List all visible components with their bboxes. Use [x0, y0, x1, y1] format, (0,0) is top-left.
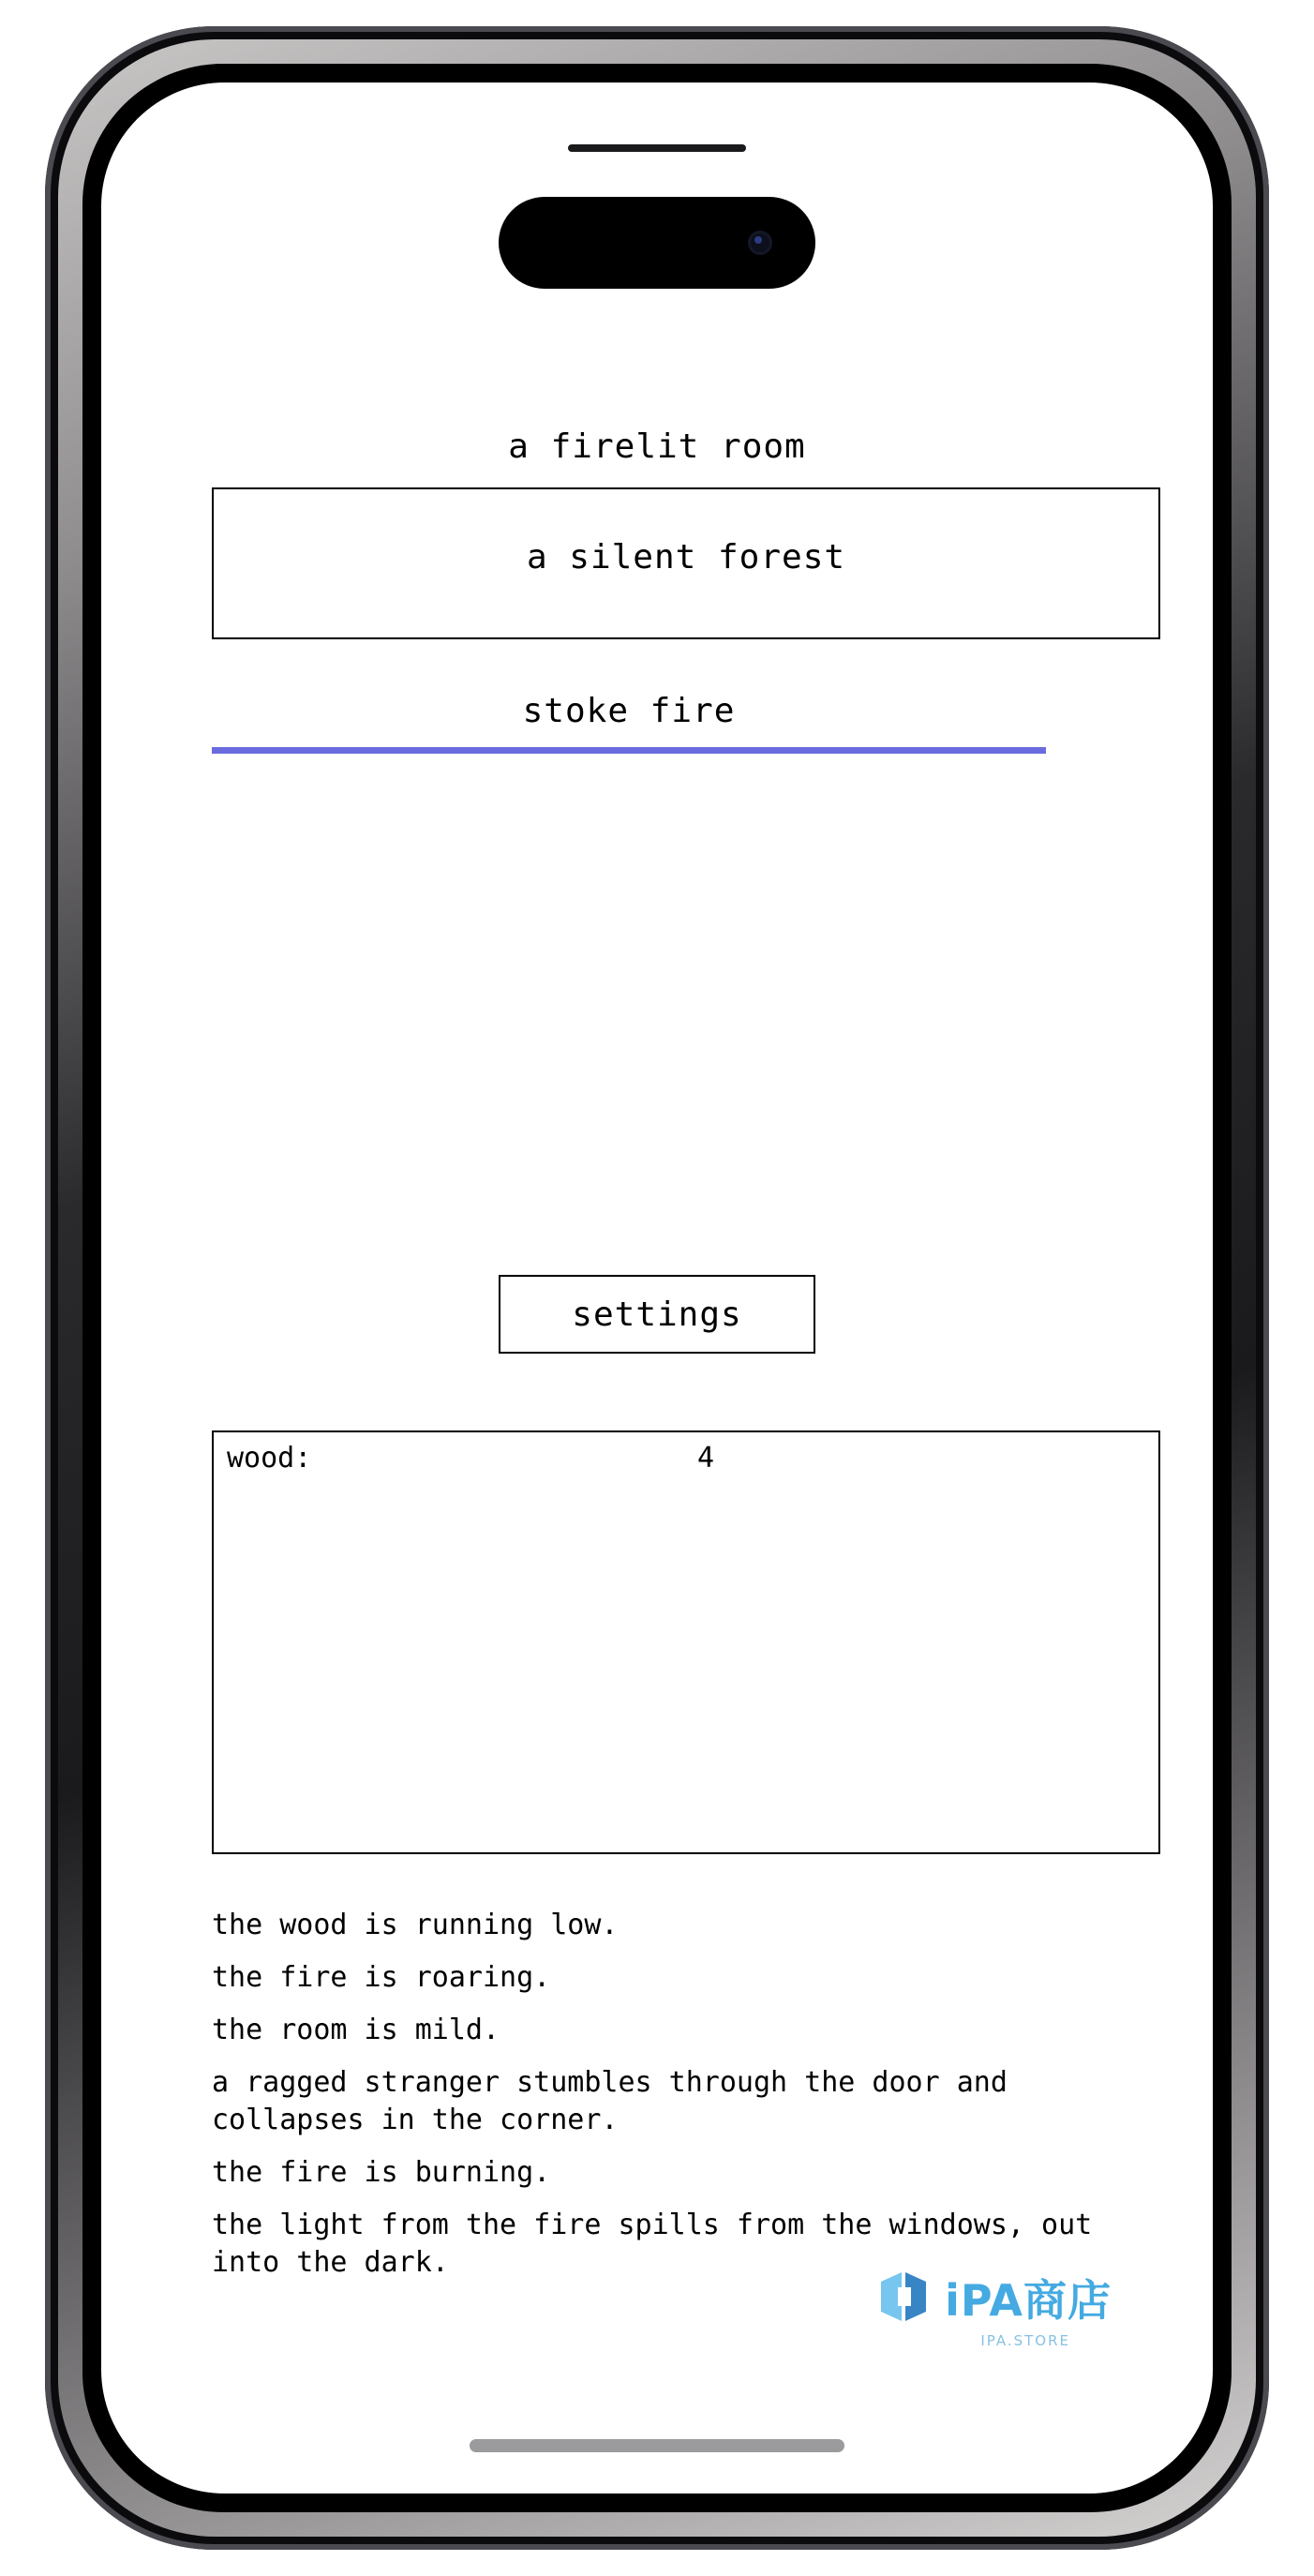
location-tab-panel[interactable]: [212, 487, 1160, 639]
stoke-fire-button[interactable]: [212, 690, 1046, 754]
notification-item: the wood is running low.: [212, 1909, 619, 1941]
ipa-store-watermark-text: iPA商店: [945, 2275, 1112, 2326]
front-camera-icon: [748, 231, 772, 255]
page-title: a firelit room: [508, 427, 806, 466]
location-tab-label: a silent forest: [526, 538, 846, 577]
notification-item: the room is mild.: [212, 2014, 500, 2046]
store-row-wood: [227, 1442, 714, 1475]
earpiece-speaker-icon: [568, 144, 746, 152]
game-viewport: [101, 82, 1213, 2494]
settings-label: settings: [572, 1295, 742, 1334]
notification-log: [212, 1907, 1158, 2297]
store-value: 4: [696, 1442, 714, 1475]
ipa-store-watermark: [874, 2267, 1112, 2349]
stores-panel: [212, 1430, 1160, 1854]
stoke-fire-cooldown-bar: [212, 747, 1046, 754]
notification-item: the fire is burning.: [212, 2156, 551, 2189]
dynamic-island: [499, 197, 815, 289]
ipa-store-watermark-subtext: IPA.STORE: [980, 2332, 1070, 2349]
phone-device-shell: [45, 26, 1269, 2550]
store-name: wood:: [227, 1442, 312, 1475]
settings-button[interactable]: [499, 1275, 815, 1354]
notification-item: the light from the fire spills from the windows, out into the dark.: [212, 2209, 1093, 2279]
notification-item: the fire is roaring.: [212, 1961, 551, 1994]
phone-frame: [58, 39, 1256, 2537]
phone-screen: [101, 82, 1213, 2494]
stoke-fire-label: stoke fire: [522, 692, 736, 730]
notification-item: a ragged stranger stumbles through the door and collapses in the corner.: [212, 2066, 1008, 2136]
phone-bezel: [82, 64, 1232, 2512]
ipa-store-logo-icon: [874, 2267, 935, 2329]
home-indicator[interactable]: [470, 2439, 844, 2452]
